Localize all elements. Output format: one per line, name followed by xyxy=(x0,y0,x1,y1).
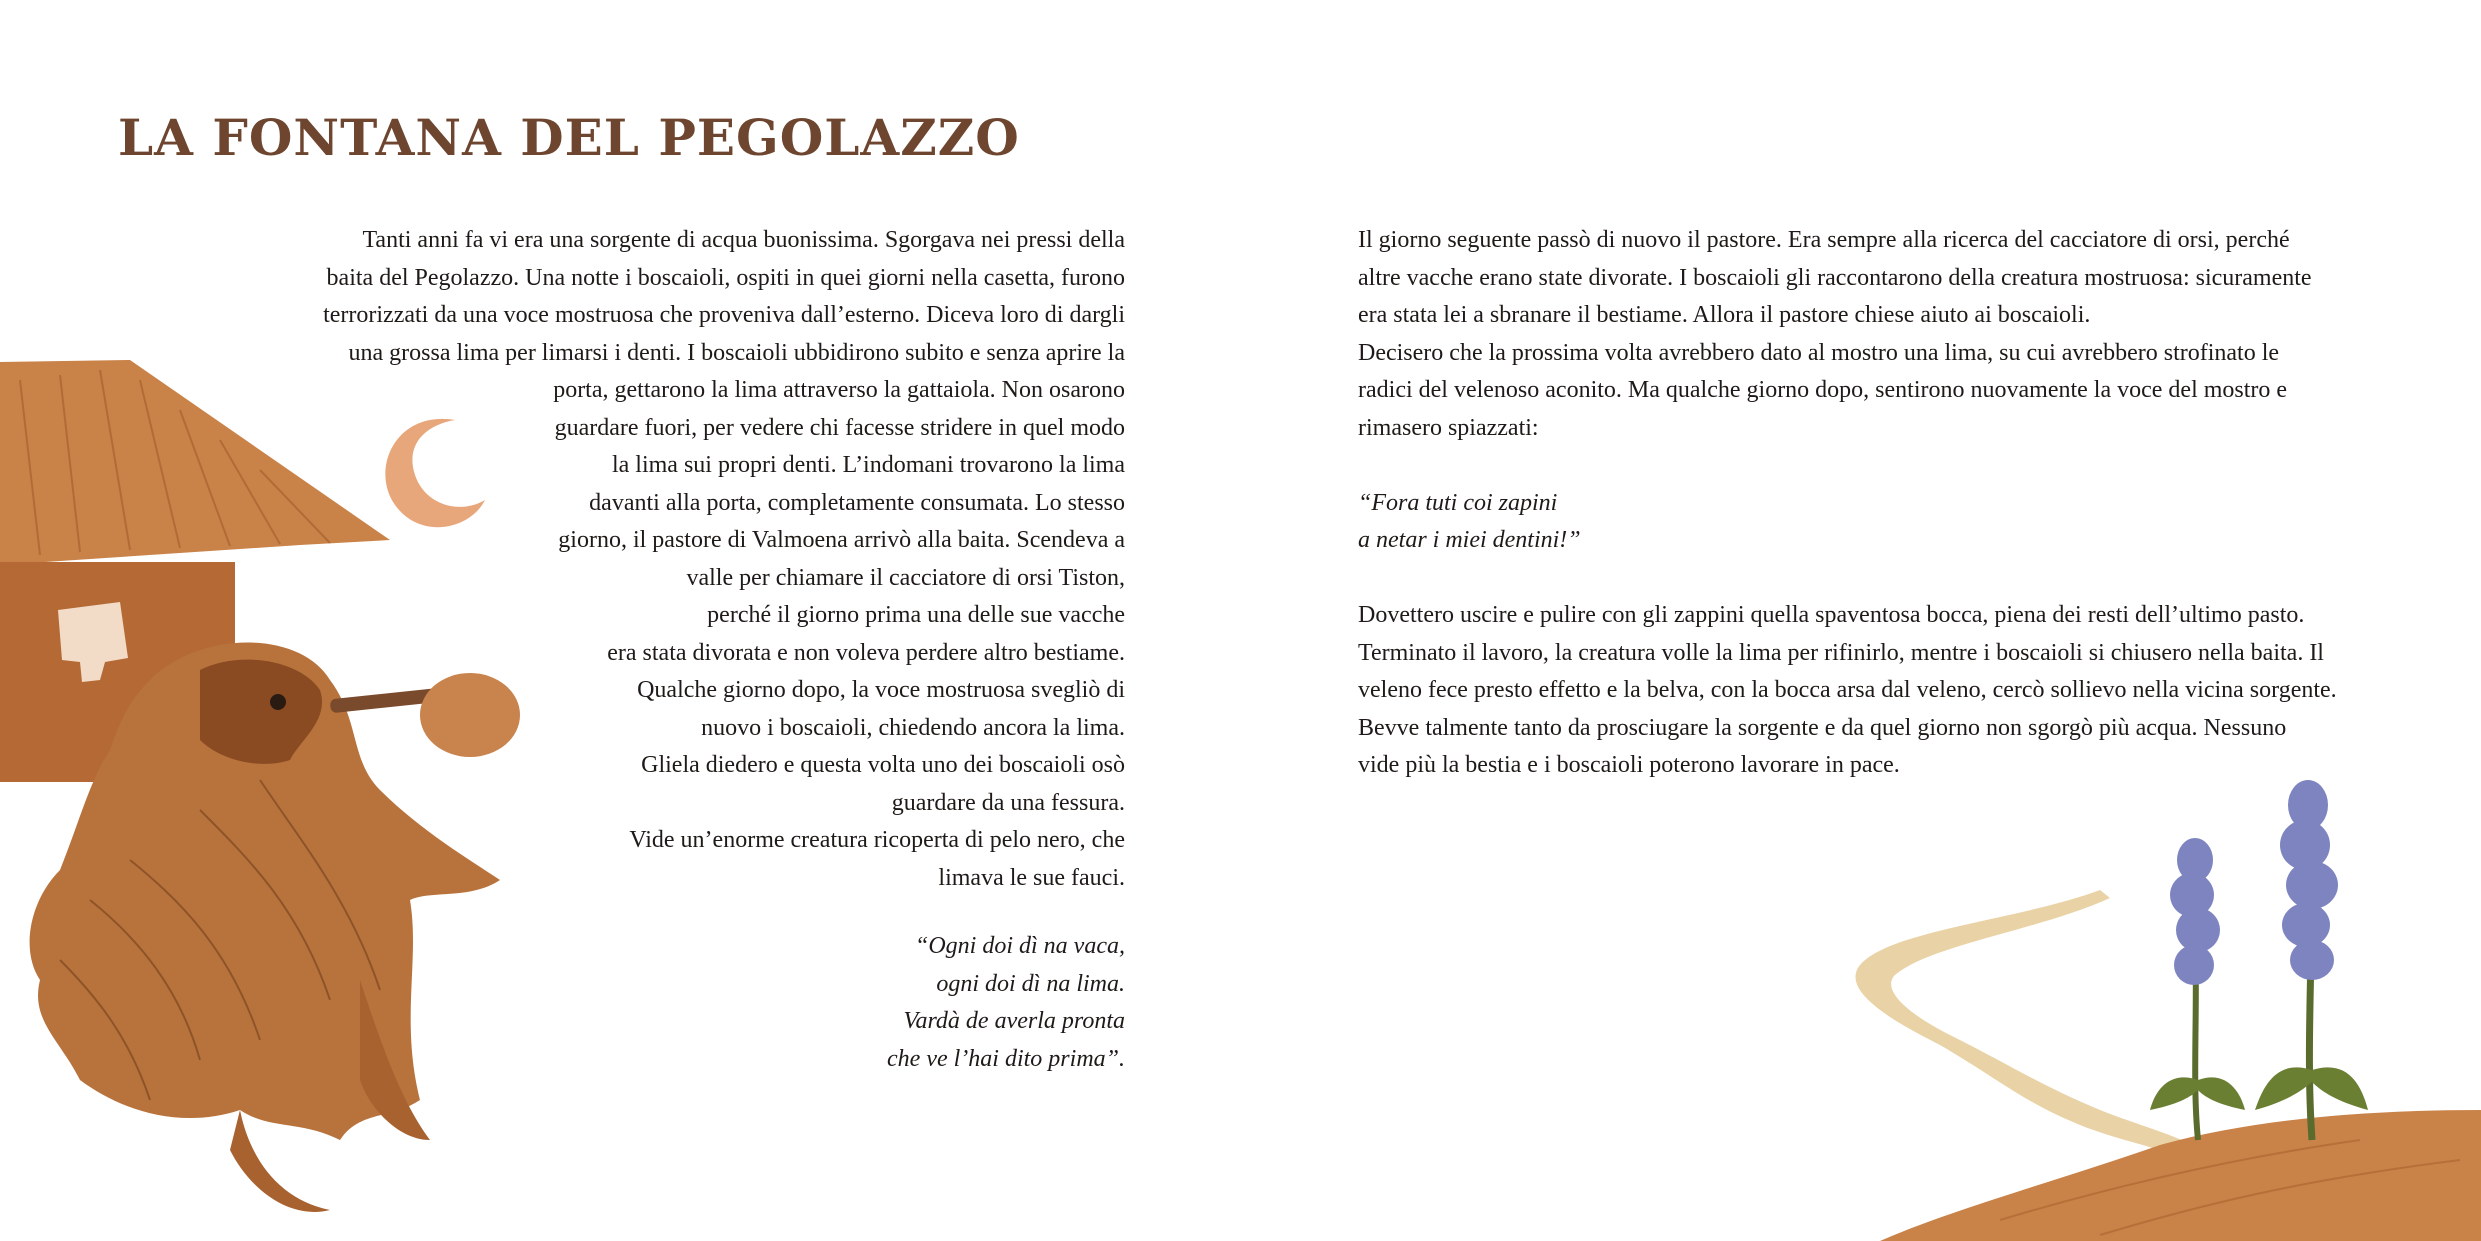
text-line: guardare da una fessura. xyxy=(891,789,1125,816)
text-line: Terminato il lavoro, la creatura volle la lima per rifinirlo, mentre i boscaioli si chiusero nella baita. Il xyxy=(1358,639,2324,666)
spacer xyxy=(1358,447,2358,485)
text-line: vide più la bestia e i boscaioli poterono lavorare in pace. xyxy=(1358,752,1900,778)
left-page-text xyxy=(280,222,1125,897)
text-line: terrorizzati da una voce mostruosa che proveniva dall’esterno. Diceva loro di dargli xyxy=(323,302,1125,328)
text-line: rimasero spiazzati: xyxy=(1358,414,1539,441)
text-line: era stata divorata e non voleva perdere altro bestiame. xyxy=(607,639,1125,666)
spacer xyxy=(1358,560,2358,598)
text-line: davanti alla porta, completamente consumata. Lo stesso xyxy=(589,489,1125,516)
text-line: Qualche giorno dopo, la voce mostruosa svegliò di xyxy=(637,677,1125,703)
hill xyxy=(1880,1110,2481,1241)
left-verse xyxy=(700,928,1125,1078)
right-page-text xyxy=(1358,222,2358,785)
text-line: era stata lei a sbranare il bestiame. Allora il pastore chiese aiuto ai boscaioli. xyxy=(1358,302,2091,328)
text-line: limava le sue fauci. xyxy=(938,864,1125,891)
text-line: veleno fece presto effetto e la belva, con la bocca arsa dal veleno, cercò sollievo nella vicina sorgente. xyxy=(1358,677,2337,703)
text-line: altre vacche erano state divorate. I boscaioli gli raccontarono della creatura mostruosa: sicuramente xyxy=(1358,264,2312,291)
text-line: giorno, il pastore di Valmoena arrivò alla baita. Scendeva a xyxy=(558,527,1125,553)
text-line: Il giorno seguente passò di nuovo il pastore. Era sempre alla ricerca del cacciatore di orsi, perché xyxy=(1358,227,2290,253)
verse-line: ogni doi dì na lima. xyxy=(936,970,1125,997)
text-line: Gliela diedero e questa volta uno dei boscaioli osò xyxy=(641,752,1125,778)
text-line: radici del velenoso aconito. Ma qualche giorno dopo, sentirono nuovamente la voce del mostro e xyxy=(1358,377,2288,403)
text-line: guardare fuori, per vedere chi facesse stridere in quel modo xyxy=(554,414,1125,441)
verse-line: a netar i miei dentini!” xyxy=(1358,527,1581,553)
text-line: Vide un’enorme creatura ricoperta di pelo nero, che xyxy=(629,827,1125,853)
page-title: LA FONTANA DEL PEGOLAZZO xyxy=(118,108,1020,167)
text-line: la lima sui propri denti. L’indomani trovarono la lima xyxy=(611,452,1125,478)
aconite-flowers-illustration xyxy=(1800,780,2481,1241)
text-line: valle per chiamare il cacciatore di orsi Tiston, xyxy=(686,564,1125,591)
text-line: baita del Pegolazzo. Una notte i boscaioli, ospiti in quei giorni nella casetta, furono xyxy=(326,264,1125,291)
text-line: Bevve talmente tanto da prosciugare la sorgente e da quel giorno non sgorgò più acqua. Nessuno xyxy=(1358,714,2287,741)
text-line: nuovo i boscaioli, chiedendo ancora la lima. xyxy=(701,714,1125,741)
text-line: Dovettero uscire e pulire con gli zappini quella spaventosa bocca, piena dei resti dell’ultimo pasto. xyxy=(1358,602,2305,628)
text-line: porta, gettarono la lima attraverso la gattaiola. Non osarono xyxy=(553,377,1125,403)
text-line: Decisero che la prossima volta avrebbero dato al mostro una lima, su cui avrebbero strofinato le xyxy=(1358,339,2280,366)
verse-line: “Fora tuti coi zapini xyxy=(1358,489,1558,516)
text-line: perché il giorno prima una delle sue vacche xyxy=(707,602,1125,628)
mountain-path xyxy=(1855,890,2230,1170)
text-line: Tanti anni fa vi era una sorgente di acqua buonissima. Sgorgava nei pressi della xyxy=(362,227,1125,253)
text-line: una grossa lima per limarsi i denti. I boscaioli ubbidirono subito e senza aprire la xyxy=(348,339,1125,366)
verse-line: “Ogni doi dì na vaca, xyxy=(915,933,1125,959)
verse-line: Vardà de averla pronta xyxy=(903,1008,1125,1034)
verse-line: che ve l’hai dito prima”. xyxy=(887,1045,1125,1072)
